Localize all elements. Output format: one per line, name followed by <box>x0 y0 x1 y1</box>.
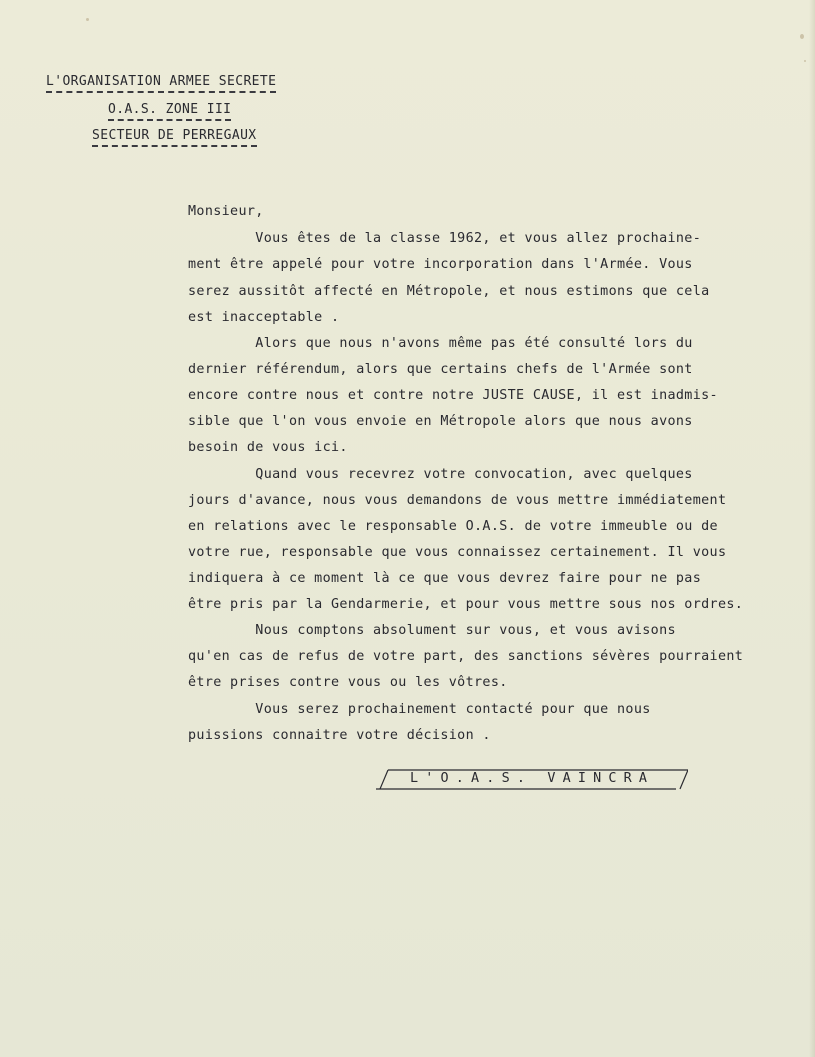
letter-line: est inacceptable . <box>188 310 340 325</box>
paper-speck <box>804 60 806 62</box>
paper-edge-shadow <box>809 0 815 1057</box>
letter-line: en relations avec le responsable O.A.S. de votre immeuble ou de <box>188 519 718 534</box>
letter-line: jours d'avance, nous vous demandons de vous mettre immédiatement <box>188 493 727 508</box>
signature-box <box>376 768 688 790</box>
letter-line: Vous êtes de la classe 1962, et vous allez prochaine- <box>188 231 702 246</box>
letter-line: Alors que nous n'avons même pas été consulté lors du <box>188 336 693 351</box>
letter-line: qu'en cas de refus de votre part, des sanctions sévères pourraient <box>188 649 744 664</box>
letter-line: serez aussitôt affecté en Métropole, et nous estimons que cela <box>188 284 710 299</box>
letterhead-sector: SECTEUR DE PERREGAUX <box>92 128 257 147</box>
paper-speck <box>800 34 804 39</box>
letter-line: besoin de vous ici. <box>188 440 348 455</box>
letterhead-organisation: L'ORGANISATION ARMEE SECRETE <box>46 74 276 93</box>
letter-line: votre rue, responsable que vous connaissez certainement. Il vous <box>188 545 727 560</box>
letter-line: encore contre nous et contre notre JUSTE CAUSE, il est inadmis- <box>188 388 718 403</box>
letter-line: dernier référendum, alors que certains chefs de l'Armée sont <box>188 362 693 377</box>
letter-line: indiquera à ce moment là ce que vous devrez faire pour ne pas <box>188 571 702 586</box>
letter-line: sible que l'on vous envoie en Métropole alors que nous avons <box>188 414 693 429</box>
signature-text: L'O.A.S. VAINCRA <box>410 771 655 786</box>
letter-line: Quand vous recevrez votre convocation, avec quelques <box>188 467 693 482</box>
letter-line: Nous comptons absolument sur vous, et vous avisons <box>188 623 676 638</box>
letter-line: être pris par la Gendarmerie, et pour vous mettre sous nos ordres. <box>188 597 744 612</box>
letter-salutation: Monsieur, <box>188 204 264 219</box>
letter-line: ment être appelé pour votre incorporation dans l'Armée. Vous <box>188 257 693 272</box>
letterhead-zone: O.A.S. ZONE III <box>108 102 231 121</box>
paper-speck <box>86 18 89 21</box>
letter-line: être prises contre vous ou les vôtres. <box>188 675 508 690</box>
letter-line: Vous serez prochainement contacté pour que nous <box>188 702 651 717</box>
letter-line: puissions connaitre votre décision . <box>188 728 491 743</box>
